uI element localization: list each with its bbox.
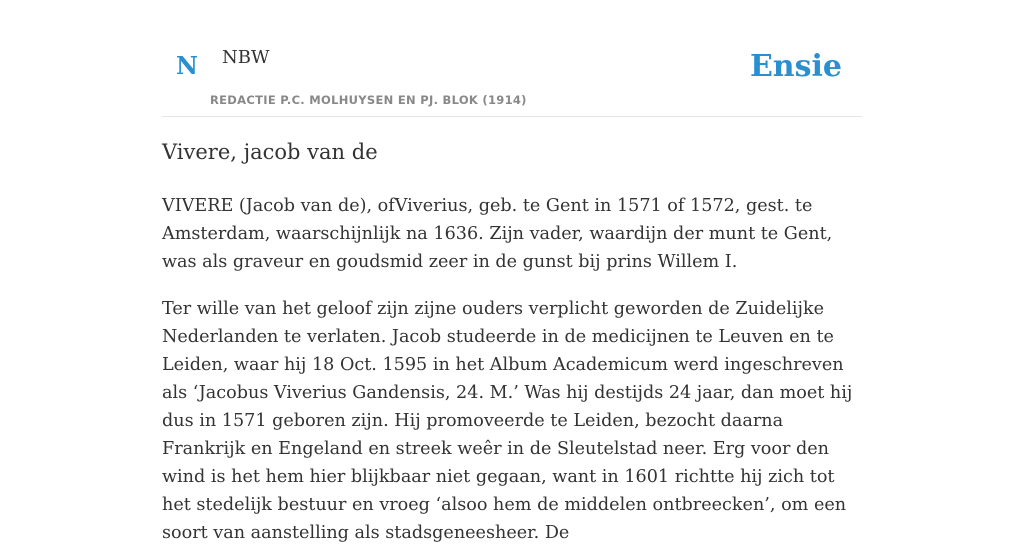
source-editors: REDACTIE P.C. MOLHUYSEN EN PJ. BLOK (1914) xyxy=(210,93,527,107)
article xyxy=(162,138,862,547)
article-paragraph: VIVERE (Jacob van de), ofViverius, geb. te Gent in 1571 of 1572, gest. te Amsterdam, waarschijnlijk na 1636. Zijn vader, waardijn der munt te Gent, was als graveur en goudsmid zeer in de gunst bij prins Willem I. xyxy=(162,196,833,273)
article-body xyxy=(162,192,862,547)
site-header xyxy=(162,0,862,117)
article-title: Vivere, jacob van de xyxy=(162,140,378,164)
article-paragraph: Ter wille van het geloof zijn zijne ouders verplicht geworden de Zuidelijke Nederlanden te verlaten. Jacob studeerde in de medicijnen te Leuven en te Leiden, waar hij 18 Oct. 1595 in het Album Academicum werd ingeschreven als ‘Jacobus Viverius Gandensis, 24. M.’ Was hij destijds 24 jaar, dan moet hij dus in 1571 geboren zijn. Hij promoveerde te Leiden, bezocht daarna Frankrijk en Engeland en streek weêr in de Sleutelstad neer. Erg voor den wind is het hem hier blijkbaar niet gegaan, want in 1601 richtte hij zich tot het stedelijk bestuur en vroeg ‘alsoo hem de middelen ontbreecken’, om een soort van aanstelling als stadsgeneesheer. De xyxy=(162,299,853,544)
source-logo-link[interactable]: N xyxy=(176,51,198,80)
brand-logo-link[interactable]: Ensie xyxy=(749,49,842,84)
source-name: NBW xyxy=(222,47,270,68)
